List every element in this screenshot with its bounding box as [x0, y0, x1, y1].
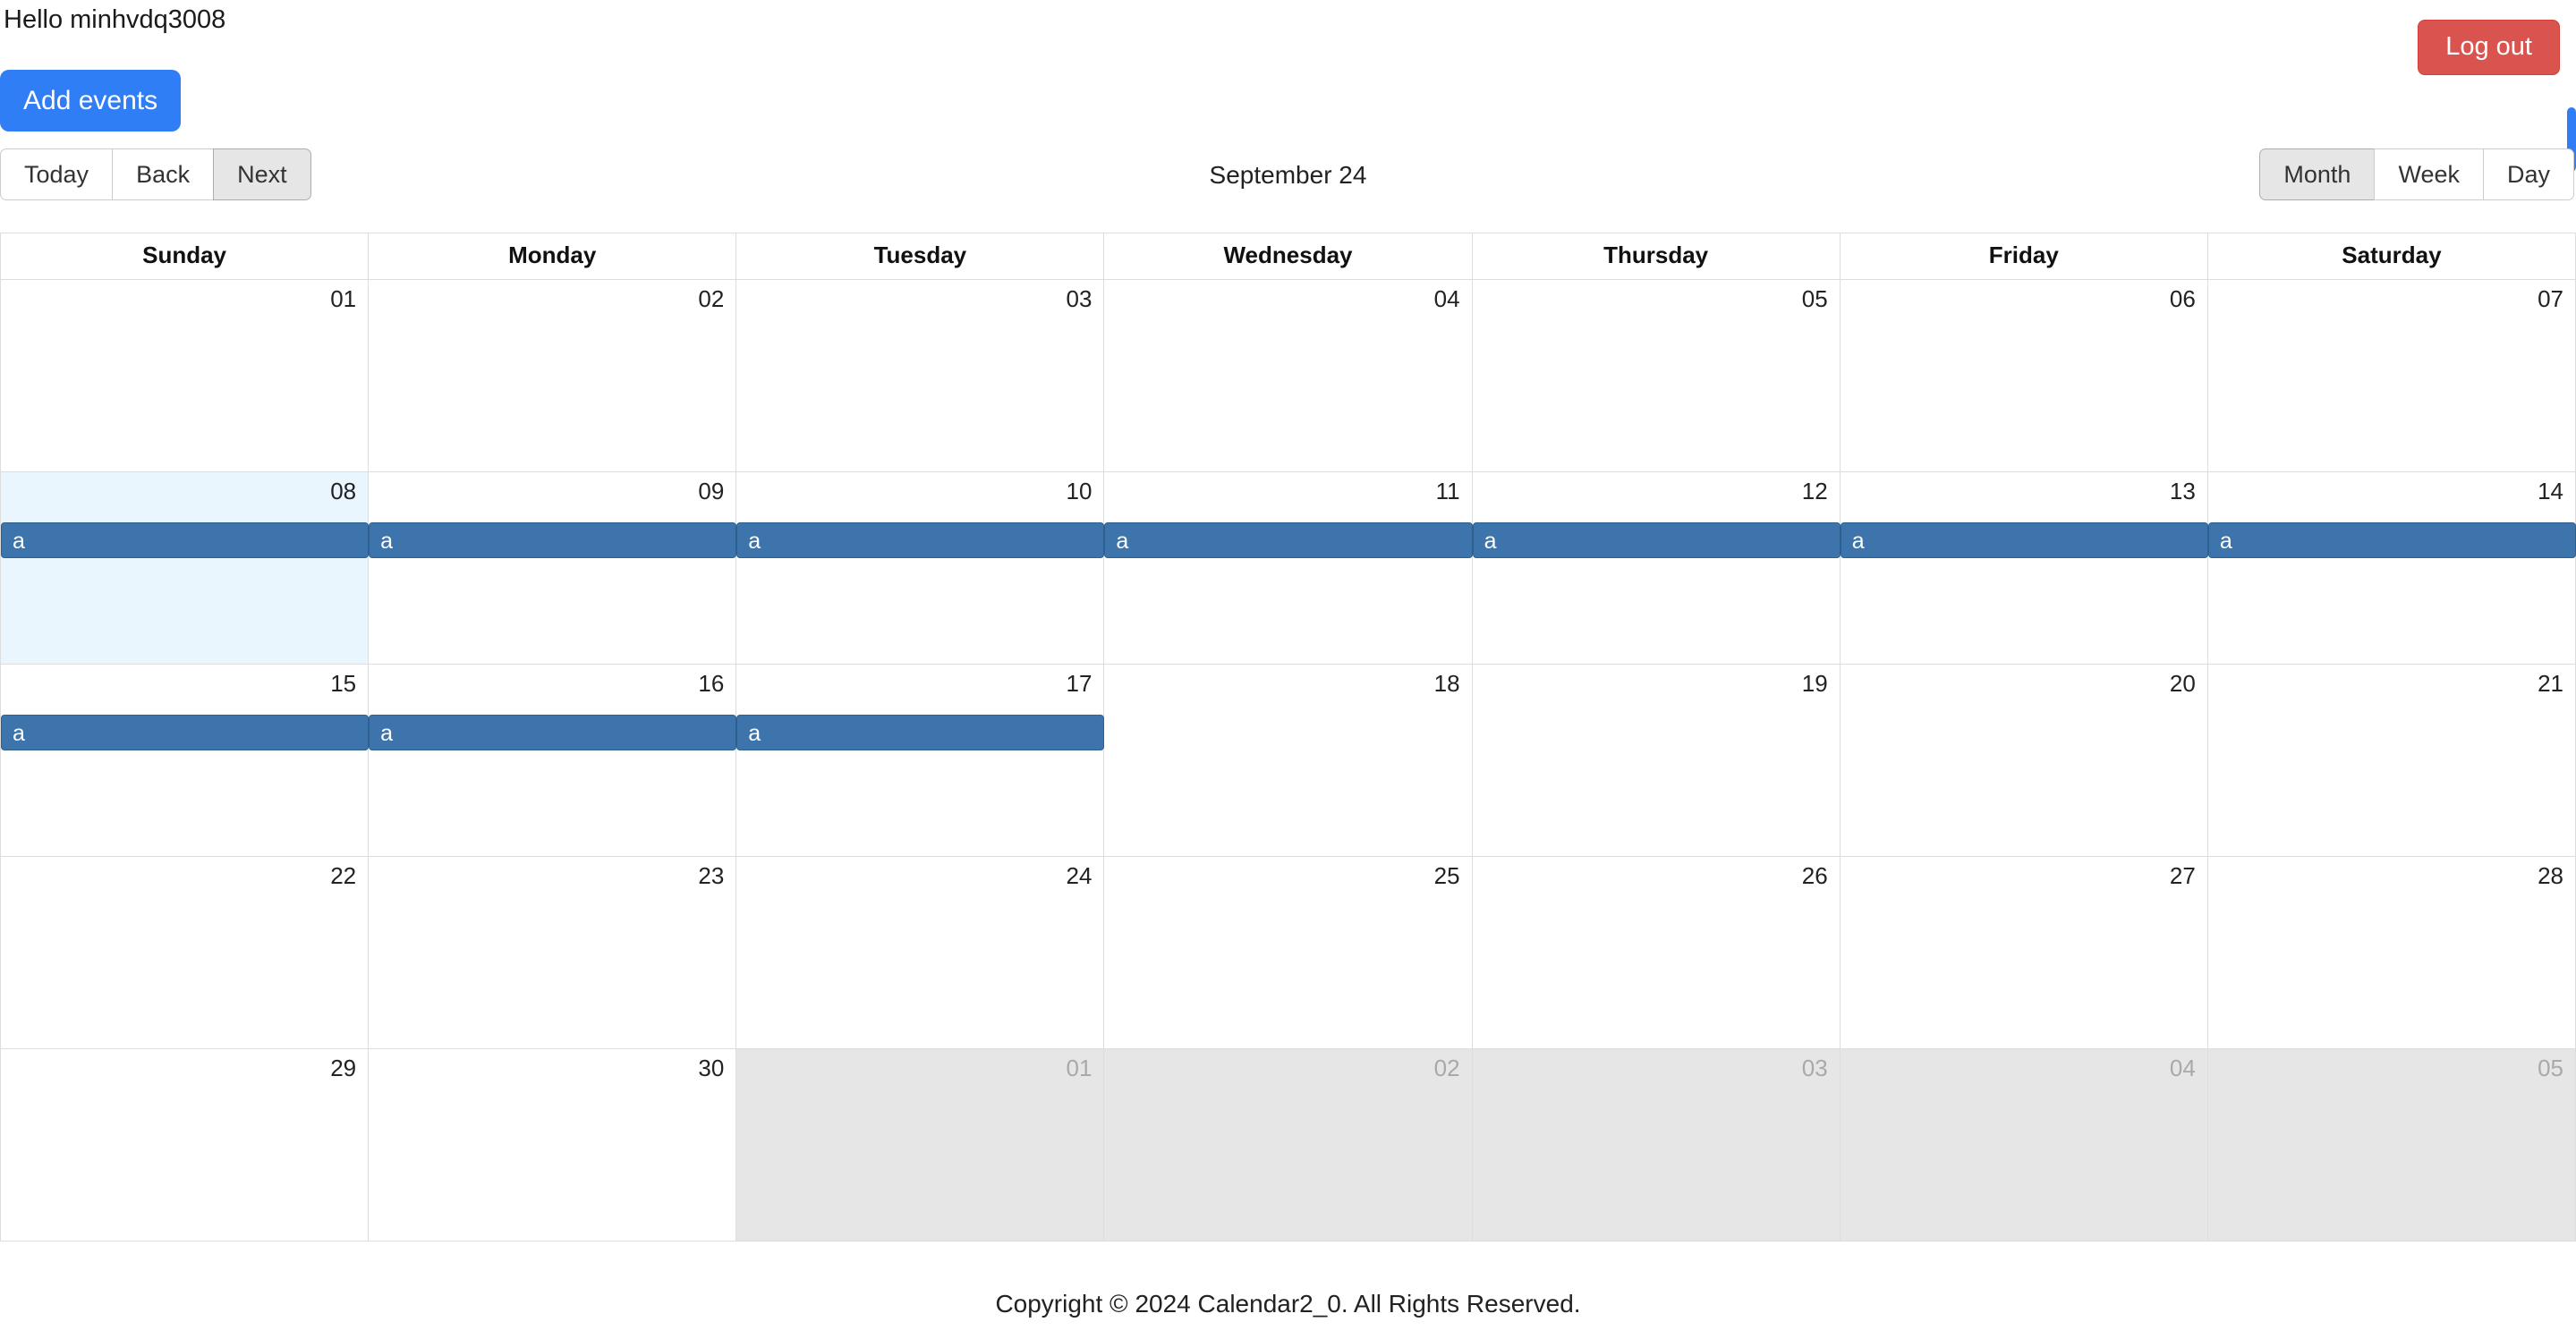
day-cell[interactable]	[369, 665, 736, 856]
day-number: 06	[2169, 285, 2196, 312]
day-cell[interactable]	[736, 665, 1104, 856]
day-cell[interactable]	[1104, 665, 1472, 856]
top-bar	[0, 0, 2576, 115]
weekday-header-tuesday: Tuesday	[736, 233, 1104, 279]
day-cell[interactable]	[736, 280, 1104, 471]
day-number: 05	[2538, 1055, 2563, 1081]
day-cell[interactable]	[1473, 1049, 1841, 1241]
calendar-week-row	[1, 1049, 2576, 1242]
calendar-week-row	[1, 857, 2576, 1049]
view-button-group	[2259, 148, 2574, 200]
day-number: 30	[698, 1055, 725, 1081]
day-number: 13	[2169, 478, 2196, 504]
events-layer	[1, 522, 2576, 558]
calendar-week-row	[1, 280, 2576, 472]
day-number: 02	[1433, 1055, 1460, 1081]
day-number: 07	[2538, 285, 2563, 312]
day-cell[interactable]	[1841, 665, 2208, 856]
day-number: 16	[698, 670, 725, 697]
day-cell[interactable]	[1, 472, 369, 664]
weekday-header-monday: Monday	[369, 233, 736, 279]
calendar-event[interactable]: a	[1, 522, 369, 558]
calendar-event[interactable]: a	[369, 522, 736, 558]
day-number: 03	[1066, 285, 1092, 312]
calendar-event[interactable]: a	[736, 715, 1104, 750]
weekday-header-friday: Friday	[1841, 233, 2208, 279]
day-cell[interactable]	[736, 1049, 1104, 1241]
day-cell[interactable]	[736, 472, 1104, 664]
calendar-weeks	[1, 280, 2576, 1242]
day-cell[interactable]	[1841, 857, 2208, 1048]
day-number: 15	[330, 670, 357, 697]
month-calendar	[0, 233, 2576, 1242]
day-cell[interactable]	[2208, 472, 2576, 664]
day-number: 01	[330, 285, 357, 312]
view-day-button[interactable]: Day	[2483, 148, 2574, 200]
day-number: 05	[1801, 285, 1828, 312]
day-cell[interactable]	[2208, 665, 2576, 856]
back-button[interactable]: Back	[112, 148, 214, 200]
logout-button[interactable]: Log out	[2418, 20, 2560, 75]
day-cell[interactable]	[369, 1049, 736, 1241]
day-number: 25	[1433, 862, 1460, 889]
day-cell[interactable]	[1104, 857, 1472, 1048]
next-button[interactable]: Next	[213, 148, 311, 200]
day-number: 27	[2169, 862, 2196, 889]
view-week-button[interactable]: Week	[2374, 148, 2484, 200]
day-number: 09	[698, 478, 725, 504]
view-month-button[interactable]: Month	[2259, 148, 2375, 200]
day-cell[interactable]	[1841, 280, 2208, 471]
weekday-header-saturday: Saturday	[2208, 233, 2576, 279]
calendar-event[interactable]: a	[369, 715, 736, 750]
day-number: 04	[1433, 285, 1460, 312]
day-cell[interactable]	[1473, 857, 1841, 1048]
day-cell[interactable]	[369, 857, 736, 1048]
footer-copyright: Copyright © 2024 Calendar2_0. All Rights Reserved.	[995, 1290, 1581, 1318]
calendar-event[interactable]: a	[1104, 522, 1472, 558]
calendar-event[interactable]: a	[1473, 522, 1841, 558]
day-cell[interactable]	[2208, 1049, 2576, 1241]
day-cell[interactable]	[1, 1049, 369, 1241]
day-cell[interactable]	[1104, 280, 1472, 471]
day-number: 29	[330, 1055, 357, 1081]
today-button[interactable]: Today	[0, 148, 113, 200]
day-cell[interactable]	[1104, 1049, 1472, 1241]
weekday-header-row	[1, 233, 2576, 280]
day-cell[interactable]	[1, 857, 369, 1048]
day-number: 12	[1801, 478, 1828, 504]
day-number: 03	[1801, 1055, 1828, 1081]
day-number: 17	[1066, 670, 1092, 697]
calendar-toolbar	[0, 148, 2576, 213]
day-cell[interactable]	[1, 665, 369, 856]
weekday-header-thursday: Thursday	[1473, 233, 1841, 279]
day-cell[interactable]	[1841, 1049, 2208, 1241]
day-cell[interactable]	[1473, 280, 1841, 471]
day-cell[interactable]	[736, 857, 1104, 1048]
day-number: 10	[1066, 478, 1092, 504]
weekday-header-sunday: Sunday	[1, 233, 369, 279]
add-events-button[interactable]: Add events	[0, 70, 181, 131]
day-number: 08	[330, 478, 357, 504]
day-cell[interactable]	[369, 472, 736, 664]
day-cell[interactable]	[2208, 280, 2576, 471]
day-cell[interactable]	[369, 280, 736, 471]
day-number: 04	[2169, 1055, 2196, 1081]
day-number: 11	[1435, 478, 1460, 504]
day-number: 23	[698, 862, 725, 889]
weekday-header-wednesday: Wednesday	[1104, 233, 1472, 279]
day-number: 26	[1801, 862, 1828, 889]
day-number: 21	[2538, 670, 2563, 697]
calendar-event[interactable]: a	[2208, 522, 2576, 558]
day-number: 22	[330, 862, 357, 889]
day-cell[interactable]	[1473, 472, 1841, 664]
day-cell[interactable]	[2208, 857, 2576, 1048]
day-cell[interactable]	[1, 280, 369, 471]
day-cell[interactable]	[1841, 472, 2208, 664]
day-number: 28	[2538, 862, 2563, 889]
day-number: 02	[698, 285, 725, 312]
day-cell[interactable]	[1473, 665, 1841, 856]
current-period-label: September 24	[1209, 161, 1367, 189]
day-cell[interactable]	[1104, 472, 1472, 664]
calendar-week-row	[1, 472, 2576, 665]
calendar-event[interactable]: a	[1841, 522, 2208, 558]
day-number: 01	[1066, 1055, 1092, 1081]
calendar-event[interactable]: a	[1, 715, 369, 750]
day-number: 24	[1066, 862, 1092, 889]
day-number: 18	[1433, 670, 1460, 697]
calendar-week-row	[1, 665, 2576, 857]
day-number: 19	[1801, 670, 1828, 697]
day-number: 20	[2169, 670, 2196, 697]
calendar-event[interactable]: a	[736, 522, 1104, 558]
day-number: 14	[2538, 478, 2563, 504]
greeting-text: Hello minhvdq3008	[4, 5, 226, 34]
